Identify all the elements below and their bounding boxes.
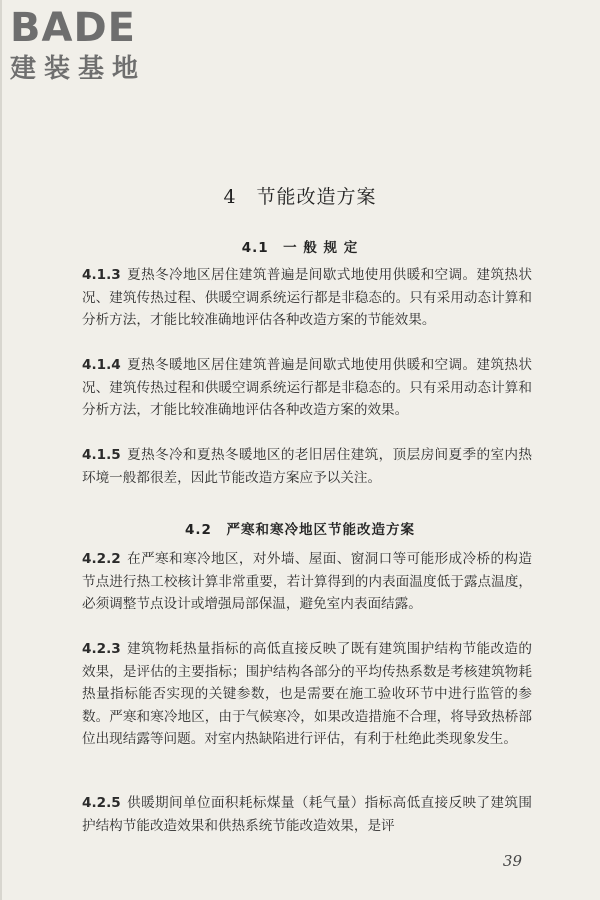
clause-number: 4.2.2: [82, 551, 121, 567]
clause-text: 夏热冬冷地区居住建筑普遍是间歇式地使用供暖和空调。建筑热状况、建筑传热过程、供暖空调系统运行都是非稳态的。只有采用动态计算和分析方法，才能比较准确地评估各种改造方案的节能效果。: [82, 267, 532, 329]
clause-number: 4.1.4: [82, 357, 121, 373]
chapter-title: 4 节能改造方案: [223, 186, 377, 208]
clause-number: 4.1.3: [82, 267, 121, 283]
clause-4-1-3: [82, 264, 532, 332]
clause-text: 夏热冬暖地区居住建筑普遍是间歇式地使用供暖和空调。建筑热状况、建筑传热过程和供暖空调系统运行都是非稳态的。只有采用动态计算和分析方法，才能比较准确地评估各种改造方案的效果。: [82, 357, 532, 419]
section-title-4-2: 4.2 严寒和寒冷地区节能改造方案: [185, 522, 415, 538]
clause-4-2-3: [82, 638, 532, 751]
clause-4-2-5: [82, 792, 532, 837]
logo-subtitle: 建装基地: [10, 54, 147, 84]
bade-logo: [10, 6, 180, 84]
clause-number: 4.1.5: [82, 447, 121, 463]
logo-word: BADE: [10, 5, 136, 51]
clause-4-2-2: [82, 548, 532, 616]
clause-number: 4.2.5: [82, 795, 121, 811]
page-number: 39: [502, 852, 522, 870]
clause-4-1-4: [82, 354, 532, 422]
clause-text: 夏热冬冷和夏热冬暖地区的老旧居住建筑，顶层房间夏季的室内热环境一般都很差，因此节能改造方案应予以关注。: [82, 447, 532, 486]
clause-text: 供暖期间单位面积耗标煤量（耗气量）指标高低直接反映了建筑围护结构节能改造效果和供热系统节能改造效果，是评: [82, 795, 532, 834]
clause-4-1-5: [82, 444, 532, 489]
clause-text: 在严寒和寒冷地区，对外墙、屋面、窗洞口等可能形成冷桥的构造节点进行热工校核计算非常重要，若计算得到的内表面温度低于露点温度，必须调整节点设计或增强局部保温，避免室内表面结露。: [82, 551, 532, 613]
section-title-4-1: 4.1 一 般 规 定: [241, 240, 359, 256]
clause-number: 4.2.3: [82, 641, 121, 657]
clause-text: 建筑物耗热量指标的高低直接反映了既有建筑围护结构节能改造的效果，是评估的主要指标；围护结构各部分的平均传热系数是考核建筑物耗热量指标能否实现的关键参数，也是需要在施工验收环节中进行监管的参数。严寒和寒冷地区，由于气候寒冷，如果改造措施不合理，将导致热桥部位出现结露等问题。对室内热缺陷进行评估，有利于杜绝此类现象发生。: [82, 641, 532, 748]
page-edge: [0, 0, 2, 900]
